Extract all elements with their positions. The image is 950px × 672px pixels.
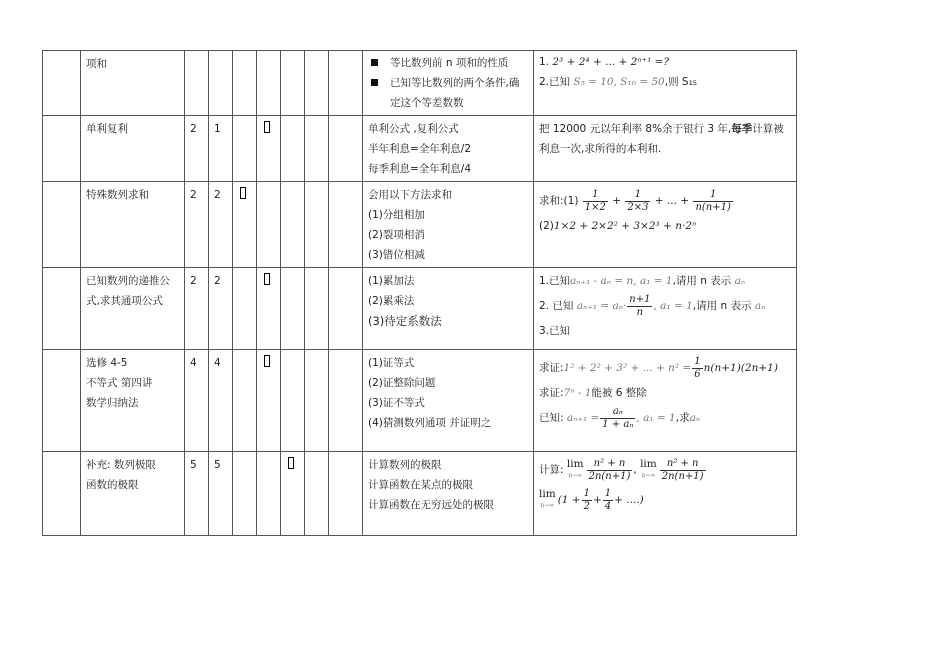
table-row xyxy=(43,116,797,182)
topic-cell: 单利复利 xyxy=(81,116,185,182)
table-row xyxy=(43,182,797,268)
col-c xyxy=(233,268,257,350)
fraction: $\frac{1}{2}$ xyxy=(583,487,590,512)
col-a: 2 xyxy=(185,116,209,182)
limit-operator: lim n→∞ xyxy=(539,488,556,509)
requirement-item: 计算函数在无穷远处的极限 xyxy=(368,499,494,511)
index-cell xyxy=(43,116,81,182)
col-f xyxy=(305,51,329,116)
fraction: $\frac{1}{1\times 2}$ xyxy=(584,188,606,213)
example-line: 1. 2³ + 2⁴ + ... + 2ⁿ⁺¹ =? xyxy=(539,56,670,68)
requirement-item: (1)累加法 xyxy=(368,275,415,287)
checkbox-mark-icon xyxy=(264,121,270,133)
examples-cell: 把 12000 元以年利率 8%余于银行 3 年,每季计算被利息一次,求所得的本利和. xyxy=(534,116,797,182)
example-line: 2.已知 S₅ = 10, S₁₀ = 50,则 S₁₅ xyxy=(539,76,697,88)
col-f xyxy=(305,350,329,452)
fraction: $\frac{1}{6}$ xyxy=(694,355,701,380)
checkbox-mark-icon xyxy=(264,273,270,285)
topic-cell: 补充: 数列极限 函数的极限 xyxy=(81,452,185,536)
example-line: lim n→∞ (1 + $\frac{1}{2}$ + $\frac{1}{4}$ + ....) xyxy=(539,487,644,512)
requirement-item: (2)证整除问题 xyxy=(368,377,436,389)
index-cell xyxy=(43,268,81,350)
col-b: 4 xyxy=(209,350,233,452)
square-bullet-icon xyxy=(371,59,378,66)
requirement-item: 等比数列前 n 项和的性质 xyxy=(368,53,528,73)
table-row xyxy=(43,51,797,116)
requirements-cell xyxy=(363,116,534,182)
index-cell xyxy=(43,51,81,116)
requirement-item: (1)分组相加 xyxy=(368,209,425,221)
example-line: 3.已知 xyxy=(539,325,571,337)
fraction: $\frac{\text{aₙ}}{\text{1 + aₙ}}$ xyxy=(602,405,634,430)
col-f xyxy=(305,268,329,350)
col-b: 1 xyxy=(209,116,233,182)
example-line: 求证:7ⁿ - 1能被 6 整除 xyxy=(539,387,647,399)
examples-cell xyxy=(534,51,797,116)
col-e xyxy=(281,350,305,452)
col-c xyxy=(233,452,257,536)
col-f xyxy=(305,182,329,268)
example-line: 求和:(1) $\frac{1}{1\times 2}$ + $\frac{1}{2\times 3}$ + ... + $\frac{1}{n(n+1)}$ xyxy=(539,188,731,213)
requirement-item: 会用以下方法求和 xyxy=(368,189,452,201)
requirement-item: 单利公式 ,复利公式 xyxy=(368,123,459,135)
col-a: 2 xyxy=(185,268,209,350)
requirement-item: 每季利息=全年利息/4 xyxy=(368,163,472,175)
limit-operator: lim n→∞ xyxy=(640,458,657,479)
index-cell xyxy=(43,182,81,268)
requirement-item: 计算数列的极限 xyxy=(368,459,442,471)
topic-cell: 已知数列的递推公式,求其通项公式 xyxy=(81,268,185,350)
col-e xyxy=(281,268,305,350)
col-b: 2 xyxy=(209,182,233,268)
fraction: $\frac{\text{n² + n}}{2n(n+1)}$ xyxy=(661,457,704,482)
square-bullet-icon xyxy=(371,79,378,86)
col-a xyxy=(185,51,209,116)
requirements-cell xyxy=(363,268,534,350)
example-line: (2)1×2 + 2×2² + 3×2³ + n·2ⁿ xyxy=(539,220,697,232)
index-cell xyxy=(43,452,81,536)
requirement-item: 半年利息=全年利息/2 xyxy=(368,143,472,155)
fraction: $\frac{n+1}{n}$ xyxy=(629,293,651,318)
topic-cell: 项和 xyxy=(81,51,185,116)
requirements-cell xyxy=(363,350,534,452)
col-c xyxy=(233,51,257,116)
table-row xyxy=(43,452,797,536)
col-a: 2 xyxy=(185,182,209,268)
requirements-cell xyxy=(363,452,534,536)
curriculum-table xyxy=(42,50,797,536)
col-d xyxy=(257,116,281,182)
requirement-item: (2)累乘法 xyxy=(368,295,415,307)
examples-cell xyxy=(534,182,797,268)
col-c xyxy=(233,182,257,268)
col-d xyxy=(257,452,281,536)
col-c xyxy=(233,116,257,182)
requirement-item: (2)裂项相消 xyxy=(368,229,425,241)
example-line: 2. 已知 aₙ₊₁ = aₙ· $\frac{n+1}{n}$ , a₁ = 1,请用 n 表示 aₙ xyxy=(539,293,766,318)
requirement-item: (3)证不等式 xyxy=(368,397,425,409)
fraction: $\frac{1}{n(n+1)}$ xyxy=(695,188,731,213)
col-b: 2 xyxy=(209,268,233,350)
checkbox-mark-icon xyxy=(288,457,294,469)
col-g xyxy=(329,452,363,536)
examples-cell xyxy=(534,268,797,350)
col-d xyxy=(257,350,281,452)
col-b xyxy=(209,51,233,116)
fraction: $\frac{\text{n² + n}}{2n(n+1)}$ xyxy=(588,457,631,482)
col-d xyxy=(257,51,281,116)
col-g xyxy=(329,51,363,116)
col-f xyxy=(305,452,329,536)
example-line: 求证:1² + 2² + 3² + ... + n² = $\frac{1}{6}$ n(n+1)(2n+1) xyxy=(539,355,778,380)
example-line: 1.已知aₙ₊₁ - aₙ = n, a₁ = 1,请用 n 表示 aₙ xyxy=(539,275,746,287)
topic-cell: 选修 4-5 不等式 第四讲 数学归纳法 xyxy=(81,350,185,452)
examples-cell xyxy=(534,452,797,536)
col-e xyxy=(281,116,305,182)
requirement-item: (4)猜测数列通项 并证明之 xyxy=(368,417,492,429)
fraction: $\frac{1}{4}$ xyxy=(604,487,612,512)
requirement-item: (3)错位相减 xyxy=(368,249,425,261)
table-row xyxy=(43,350,797,452)
limit-operator: lim n→∞ xyxy=(566,458,584,479)
col-a: 5 xyxy=(185,452,209,536)
col-a: 4 xyxy=(185,350,209,452)
requirements-cell xyxy=(363,51,534,116)
col-d xyxy=(257,268,281,350)
col-c xyxy=(233,350,257,452)
col-f xyxy=(305,116,329,182)
col-e xyxy=(281,51,305,116)
col-g xyxy=(329,350,363,452)
checkbox-mark-icon xyxy=(240,187,246,199)
requirement-item: 已知等比数列的两个条件,确定这个等差数数 xyxy=(368,73,528,113)
requirement-item: (3)待定系数法 xyxy=(368,314,442,328)
col-e xyxy=(281,182,305,268)
example-line: 计算: lim n→∞ $\frac{\text{n² + n}}{2n(n+1)}$ , lim n→∞ $\frac{\text{n² + n}}{2n(n+1)}$ xyxy=(539,457,704,482)
col-b: 5 xyxy=(209,452,233,536)
col-d xyxy=(257,182,281,268)
requirements-cell xyxy=(363,182,534,268)
topic-cell: 特殊数列求和 xyxy=(81,182,185,268)
requirement-item: 计算函数在某点的极限 xyxy=(368,479,473,491)
fraction: $\frac{1}{2\times 3}$ xyxy=(627,188,649,213)
col-g xyxy=(329,182,363,268)
table-row xyxy=(43,268,797,350)
col-e xyxy=(281,452,305,536)
example-line: 已知: aₙ₊₁ = $\frac{\text{aₙ}}{\text{1 + aₙ}}$ , a₁ = 1,求aₙ xyxy=(539,405,701,430)
requirement-item: (1)证等式 xyxy=(368,357,415,369)
examples-cell xyxy=(534,350,797,452)
checkbox-mark-icon xyxy=(264,355,270,367)
index-cell xyxy=(43,350,81,452)
col-g xyxy=(329,268,363,350)
col-g xyxy=(329,116,363,182)
